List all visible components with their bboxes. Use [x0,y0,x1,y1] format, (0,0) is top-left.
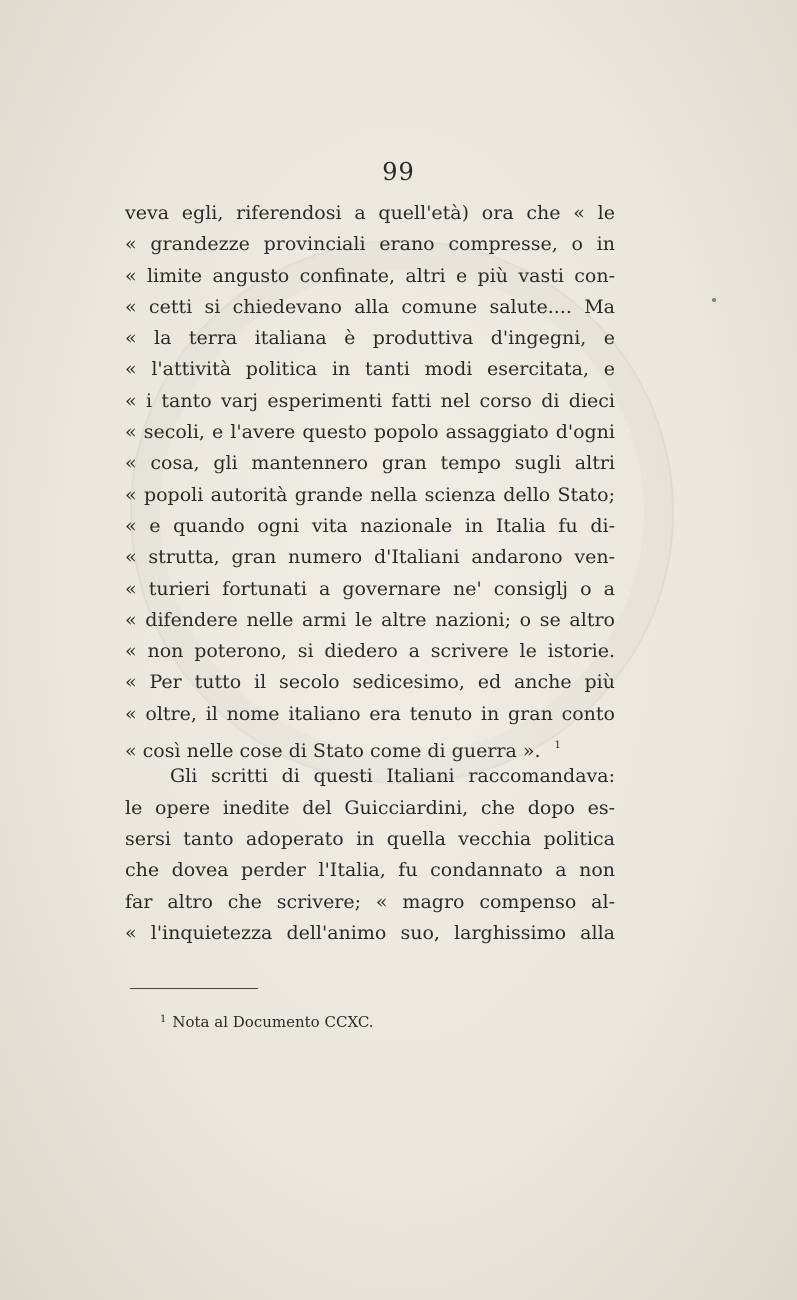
text-line: « Per tutto il secolo sedicesimo, ed anche più [125,671,615,694]
text-line: « difendere nelle armi le altre nazioni; o se altro [125,608,615,631]
text-line: « oltre, il nome italiano era tenuto in gran conto [125,702,615,725]
footnote-reference: 1 [554,740,561,752]
footnote [160,1013,374,1031]
text-line: che dovea perder l'Italia, fu condannato a non [125,859,615,882]
paragraph-start-line: Gli scritti di questi Italiani raccomandava: [170,765,615,788]
text-line: sersi tanto adoperato in quella vecchia politica [125,827,615,850]
text-line: « non poterono, si diedero a scrivere le istorie. [125,640,615,663]
text-line: veva egli, riferendosi a quell'età) ora che « le [125,202,615,224]
text-line: « grandezze provinciali erano compresse, o in [125,233,615,256]
text-line: « e quando ogni vita nazionale in Italia fu di- [125,514,615,537]
paper-fleck [712,298,716,302]
text-line: « turieri fortunati a governare ne' consiglj o a [125,577,615,600]
text-line: le opere inedite del Guicciardini, che dopo es- [125,796,615,819]
text-line: « la terra italiana è produttiva d'ingegni, e [125,327,615,350]
text-line: « popoli autorità grande nella scienza dello Stato; [125,483,615,506]
page-number: 99 [382,158,415,186]
footnote-separator-rule [130,988,258,989]
text-line-with-footnote-ref [125,730,615,761]
text-line: « l'inquietezza dell'animo suo, larghissimo alla [125,921,615,944]
text-line: « cetti si chiedevano alla comune salute.... Ma [125,295,615,318]
text-line: « cosa, gli mantennero gran tempo sugli altri [125,452,615,475]
text-line: « strutta, gran numero d'Italiani andarono ven- [125,546,615,569]
text-line: « i tanto varj esperimenti fatti nel corso di dieci [125,389,615,412]
footnote-marker: 1 [160,1014,167,1025]
body-text [125,198,615,949]
text-line: « l'attività politica in tanti modi esercitata, e [125,358,615,381]
footnote-text: Nota al Documento CCXC. [172,1013,374,1031]
text-line: far altro che scrivere; « magro compenso al- [125,890,615,913]
text-line: « limite angusto confinate, altri e più vasti con- [125,264,615,287]
text-line: « così nelle cose di Stato come di guerra ». [125,740,541,763]
text-line: « secoli, e l'avere questo popolo assaggiato d'ogni [125,421,615,444]
